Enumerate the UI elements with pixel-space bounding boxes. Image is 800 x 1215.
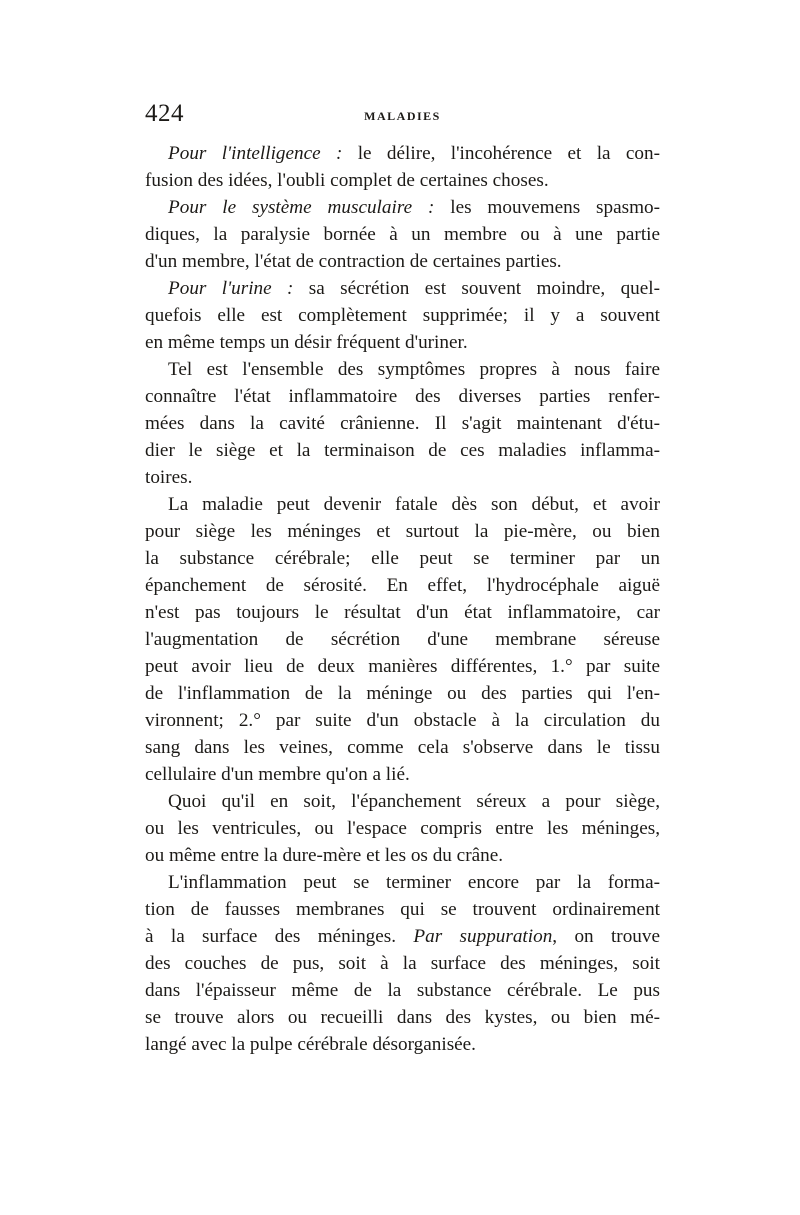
text-line [145,437,660,464]
text-line [145,410,660,437]
line-text: de l'inflammation de la méninge ou des parties qui l'en- [145,683,660,704]
line-text: La maladie peut devenir fatale dès son début, et avoir [168,494,660,515]
line-text: dier le siège et la terminaison de ces maladies inflamma- [145,440,660,461]
line-text: en même temps un désir fréquent d'uriner. [145,332,468,353]
text-line [145,653,660,680]
line-text: des couches de pus, soit à la surface des méninges, soit [145,953,660,974]
page-number: 424 [145,100,184,127]
italic-heading: Pour l'intelligence : [168,143,343,164]
text-line [145,707,660,734]
line-text: ou les ventricules, ou l'espace compris entre les méninges, [145,818,660,839]
text-line [145,140,660,167]
text-line [145,950,660,977]
line-text: L'inflammation peut se terminer encore par la forma- [168,872,660,893]
text-line [145,977,660,1004]
line-text: peut avoir lieu de deux manières différentes, 1.° par suite [145,656,660,677]
text-line [145,842,660,869]
running-title: MALADIES [364,109,441,123]
text-line [145,329,660,356]
text-line [145,599,660,626]
paragraph [145,788,660,869]
text-line [145,788,660,815]
line-text: pour siège les méninges et surtout la pie-mère, ou bien [145,521,660,542]
line-text: sa sécrétion est souvent moindre, quel- [293,278,661,299]
line-text: langé avec la pulpe cérébrale désorganisée. [145,1034,476,1055]
line-text: l'augmentation de sécrétion d'une membrane séreuse [145,629,660,650]
paragraph [145,356,660,491]
text-line [145,680,660,707]
line-text: fusion des idées, l'oubli complet de certaines choses. [145,170,549,191]
text-line [145,1031,660,1058]
text-line [145,626,660,653]
text-line [145,275,660,302]
paragraph [145,275,660,356]
text-line [145,248,660,275]
text-line [145,518,660,545]
text-line [145,572,660,599]
line-text: ou même entre la dure-mère et les os du crâne. [145,845,504,866]
line-text: épanchement de sérosité. En effet, l'hydrocéphale aiguë [145,575,660,596]
book-page [145,100,660,1060]
line-text: n'est pas toujours le résultat d'un état inflammatoire, car [145,602,660,623]
line-text: quefois elle est complètement supprimée; il y a souvent [145,305,660,326]
line-text: dans l'épaisseur même de la substance cérébrale. Le pus [145,980,660,1001]
text-line [145,194,660,221]
line-text: toires. [145,467,193,488]
line-text: cellulaire d'un membre qu'on a lié. [145,764,410,785]
text-line [145,491,660,518]
text-line [145,464,660,491]
line-text: Tel est l'ensemble des symptômes propres à nous faire [168,359,660,380]
line-text: la substance cérébrale; elle peut se terminer par un [145,548,660,569]
text-line [145,869,660,896]
italic-phrase: Par suppuration [413,926,553,947]
text-line [145,356,660,383]
line-text: d'un membre, l'état de contraction de certaines parties. [145,251,562,272]
text-line [145,1004,660,1031]
text-line [145,383,660,410]
line-text: le délire, l'incohérence et la con- [342,143,661,164]
line-tail: , on trouve [552,926,660,947]
body-text [145,140,660,1058]
paragraph [145,869,660,1058]
text-line [145,221,660,248]
text-line [145,815,660,842]
text-line [145,167,660,194]
text-line [145,923,660,950]
text-line [145,302,660,329]
line-text: vironnent; 2.° par suite d'un obstacle à la circulation du [145,710,660,731]
line-text: Quoi qu'il en soit, l'épanchement séreux a pour siège, [168,791,660,812]
line-text: à la surface des méninges. [145,926,414,947]
text-line [145,734,660,761]
text-line [145,896,660,923]
italic-heading: Pour l'urine : [168,278,294,299]
line-text: tion de fausses membranes qui se trouvent ordinairement [145,899,660,920]
line-text: les mouvemens spasmo- [434,197,660,218]
line-text: mées dans la cavité crânienne. Il s'agit maintenant d'étu- [145,413,660,434]
paragraph [145,140,660,194]
line-text: diques, la paralysie bornée à un membre ou à une partie [145,224,660,245]
line-text: sang dans les veines, comme cela s'observe dans le tissu [145,737,660,758]
line-text: se trouve alors ou recueilli dans des kystes, ou bien mé- [145,1007,660,1028]
paragraph [145,491,660,788]
running-head [145,100,660,140]
text-line [145,761,660,788]
line-text: connaître l'état inflammatoire des diverses parties renfer- [145,386,660,407]
text-line [145,545,660,572]
italic-heading: Pour le système musculaire : [168,197,435,218]
paragraph [145,194,660,275]
